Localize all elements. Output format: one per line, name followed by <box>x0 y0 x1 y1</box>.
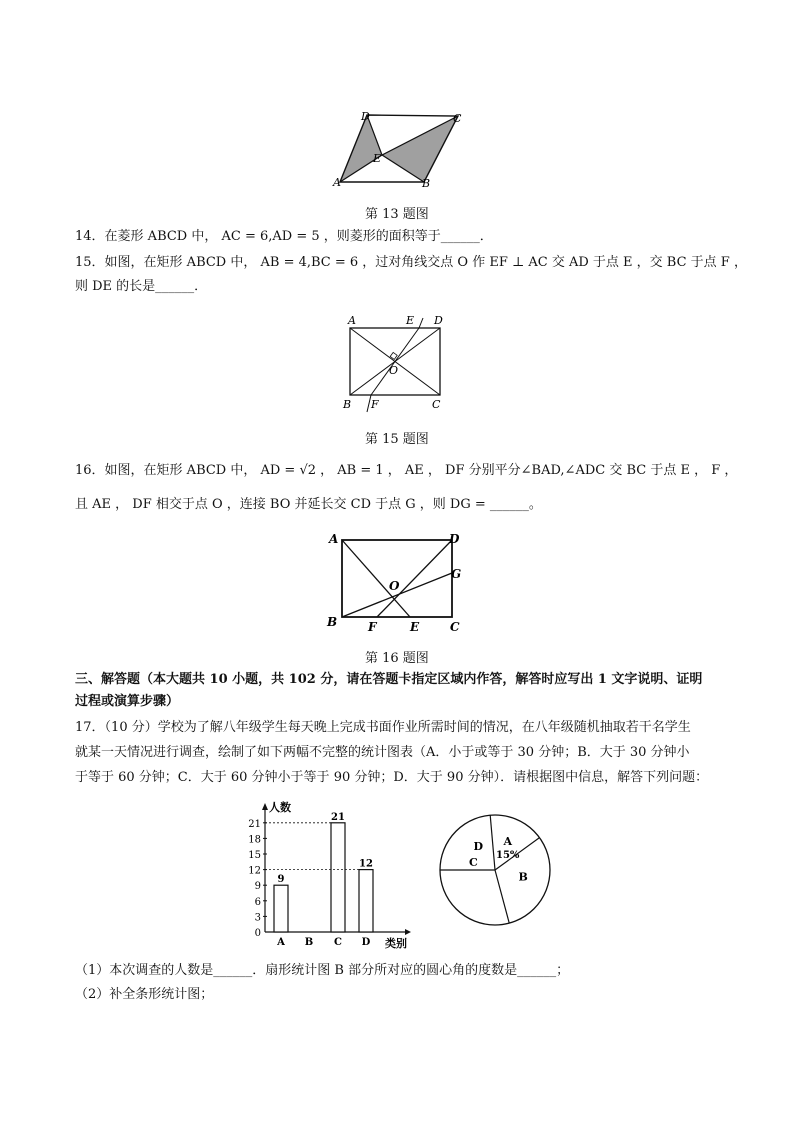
y-tick-label: 3 <box>254 912 261 924</box>
label-B: B <box>343 398 352 411</box>
question-16-line2: 且 AE ， DF 相交于点 O ，连接 BO 并延长交 CD 于点 G ，则 DG = ______。 <box>75 497 542 512</box>
label-F: F <box>368 620 377 634</box>
label-C: C <box>450 620 460 634</box>
question-15-line1: 15．如图，在矩形 ABCD 中， AB = 4,BC = 6 ，过对角线交点 O 作 EF ⊥ AC 交 AD 于点 E ，交 BC 于点 F ， <box>75 255 747 270</box>
pie-label-A: A <box>503 835 512 849</box>
pie-label-B: B <box>518 870 528 884</box>
label-B: B <box>422 177 431 190</box>
label-G: G <box>451 567 462 581</box>
section-3-header-line1: 三、解答题（本大题共 10 小题，共 102 分，请在答题卡指定区域内作答，解答时应写出 1 文字说明、证明 <box>75 672 703 687</box>
figure-13-caption: 第 13 题图 <box>365 207 429 222</box>
x-tick-label: D <box>361 937 371 948</box>
data-label-D: 12 <box>359 858 373 870</box>
pie-annotation-A: 15% <box>496 850 520 862</box>
y-tick-label: 15 <box>248 850 261 861</box>
pie-label-C: C <box>468 856 478 870</box>
shaded-triangle-ade <box>340 115 382 182</box>
pie-label-D: D <box>473 840 484 854</box>
label-F: F <box>371 398 379 411</box>
figure-16 <box>325 528 470 638</box>
figure-13 <box>325 100 475 195</box>
label-C: C <box>453 112 462 125</box>
figure-15 <box>340 312 455 417</box>
label-A: A <box>348 314 356 327</box>
figure-16-caption: 第 16 题图 <box>365 651 429 666</box>
question-16-line1: 16．如图，在矩形 ABCD 中， AD = √2 ， AB = 1 ， AE ， DF 分别平分∠BAD,∠ADC 交 BC 于点 E ， F ， <box>75 463 738 478</box>
x-tick-label: A <box>277 937 285 948</box>
question-17-sub1: （1）本次调查的人数是______．扇形统计图 B 部分所对应的圆心角的度数是______； <box>75 963 570 978</box>
y-tick-label: 12 <box>248 865 261 877</box>
question-15-line2: 则 DE 的长是______． <box>75 279 208 294</box>
x-tick-label: C <box>334 937 342 948</box>
y-tick-label: 18 <box>248 834 261 846</box>
bar-C <box>331 823 345 932</box>
pie-chart <box>435 808 560 938</box>
question-17-line1: 17．（10 分）学校为了解八年级学生每天晚上完成书面作业所需时间的情况，在八年级随机抽取若干名学生 <box>75 720 691 735</box>
y-axis-arrow <box>262 803 268 810</box>
label-C: C <box>432 398 441 411</box>
question-14: 14．在菱形 ABCD 中， AC = 6,AD = 5 ，则菱形的面积等于______． <box>75 229 493 244</box>
y-tick-label: 6 <box>254 896 261 908</box>
data-label-A: 9 <box>277 874 285 886</box>
label-B: B <box>327 615 338 629</box>
x-tick-label: B <box>304 937 314 948</box>
label-D: D <box>449 532 460 546</box>
bar-A <box>274 885 288 932</box>
section-3-header-line2: 过程或演算步骤） <box>75 694 180 709</box>
label-E: E <box>373 152 382 165</box>
label-E: E <box>410 620 420 634</box>
data-label-C: 21 <box>331 811 345 823</box>
label-A: A <box>333 176 341 189</box>
figure-15-caption: 第 15 题图 <box>365 432 429 447</box>
label-O: O <box>389 364 399 377</box>
y-tick-label: 0 <box>254 928 261 939</box>
label-D: D <box>434 314 443 327</box>
y-tick-label: 9 <box>254 881 261 893</box>
y-axis-label: 人数 <box>269 801 291 814</box>
question-17-line3: 于等于 60 分钟；C．大于 60 分钟小于等于 90 分钟；D．大于 90 分钟）．请根据图中信息，解答下列问题： <box>75 770 709 785</box>
y-tick-label: 21 <box>248 818 261 830</box>
label-E: E <box>406 314 415 327</box>
label-D: D <box>361 110 370 123</box>
bar-D <box>359 870 373 932</box>
x-axis-arrow <box>405 929 411 935</box>
bar-chart <box>235 800 420 950</box>
label-O: O <box>389 579 400 593</box>
label-A: A <box>329 532 339 546</box>
question-17-sub2: （2）补全条形统计图； <box>75 987 214 1002</box>
question-17-line2: 就某一天情况进行调查，绘制了如下两幅不完整的统计图表（A．小于或等于 30 分钟；B．大于 30 分钟小 <box>75 745 690 760</box>
x-axis-label: 类别 <box>385 937 407 950</box>
